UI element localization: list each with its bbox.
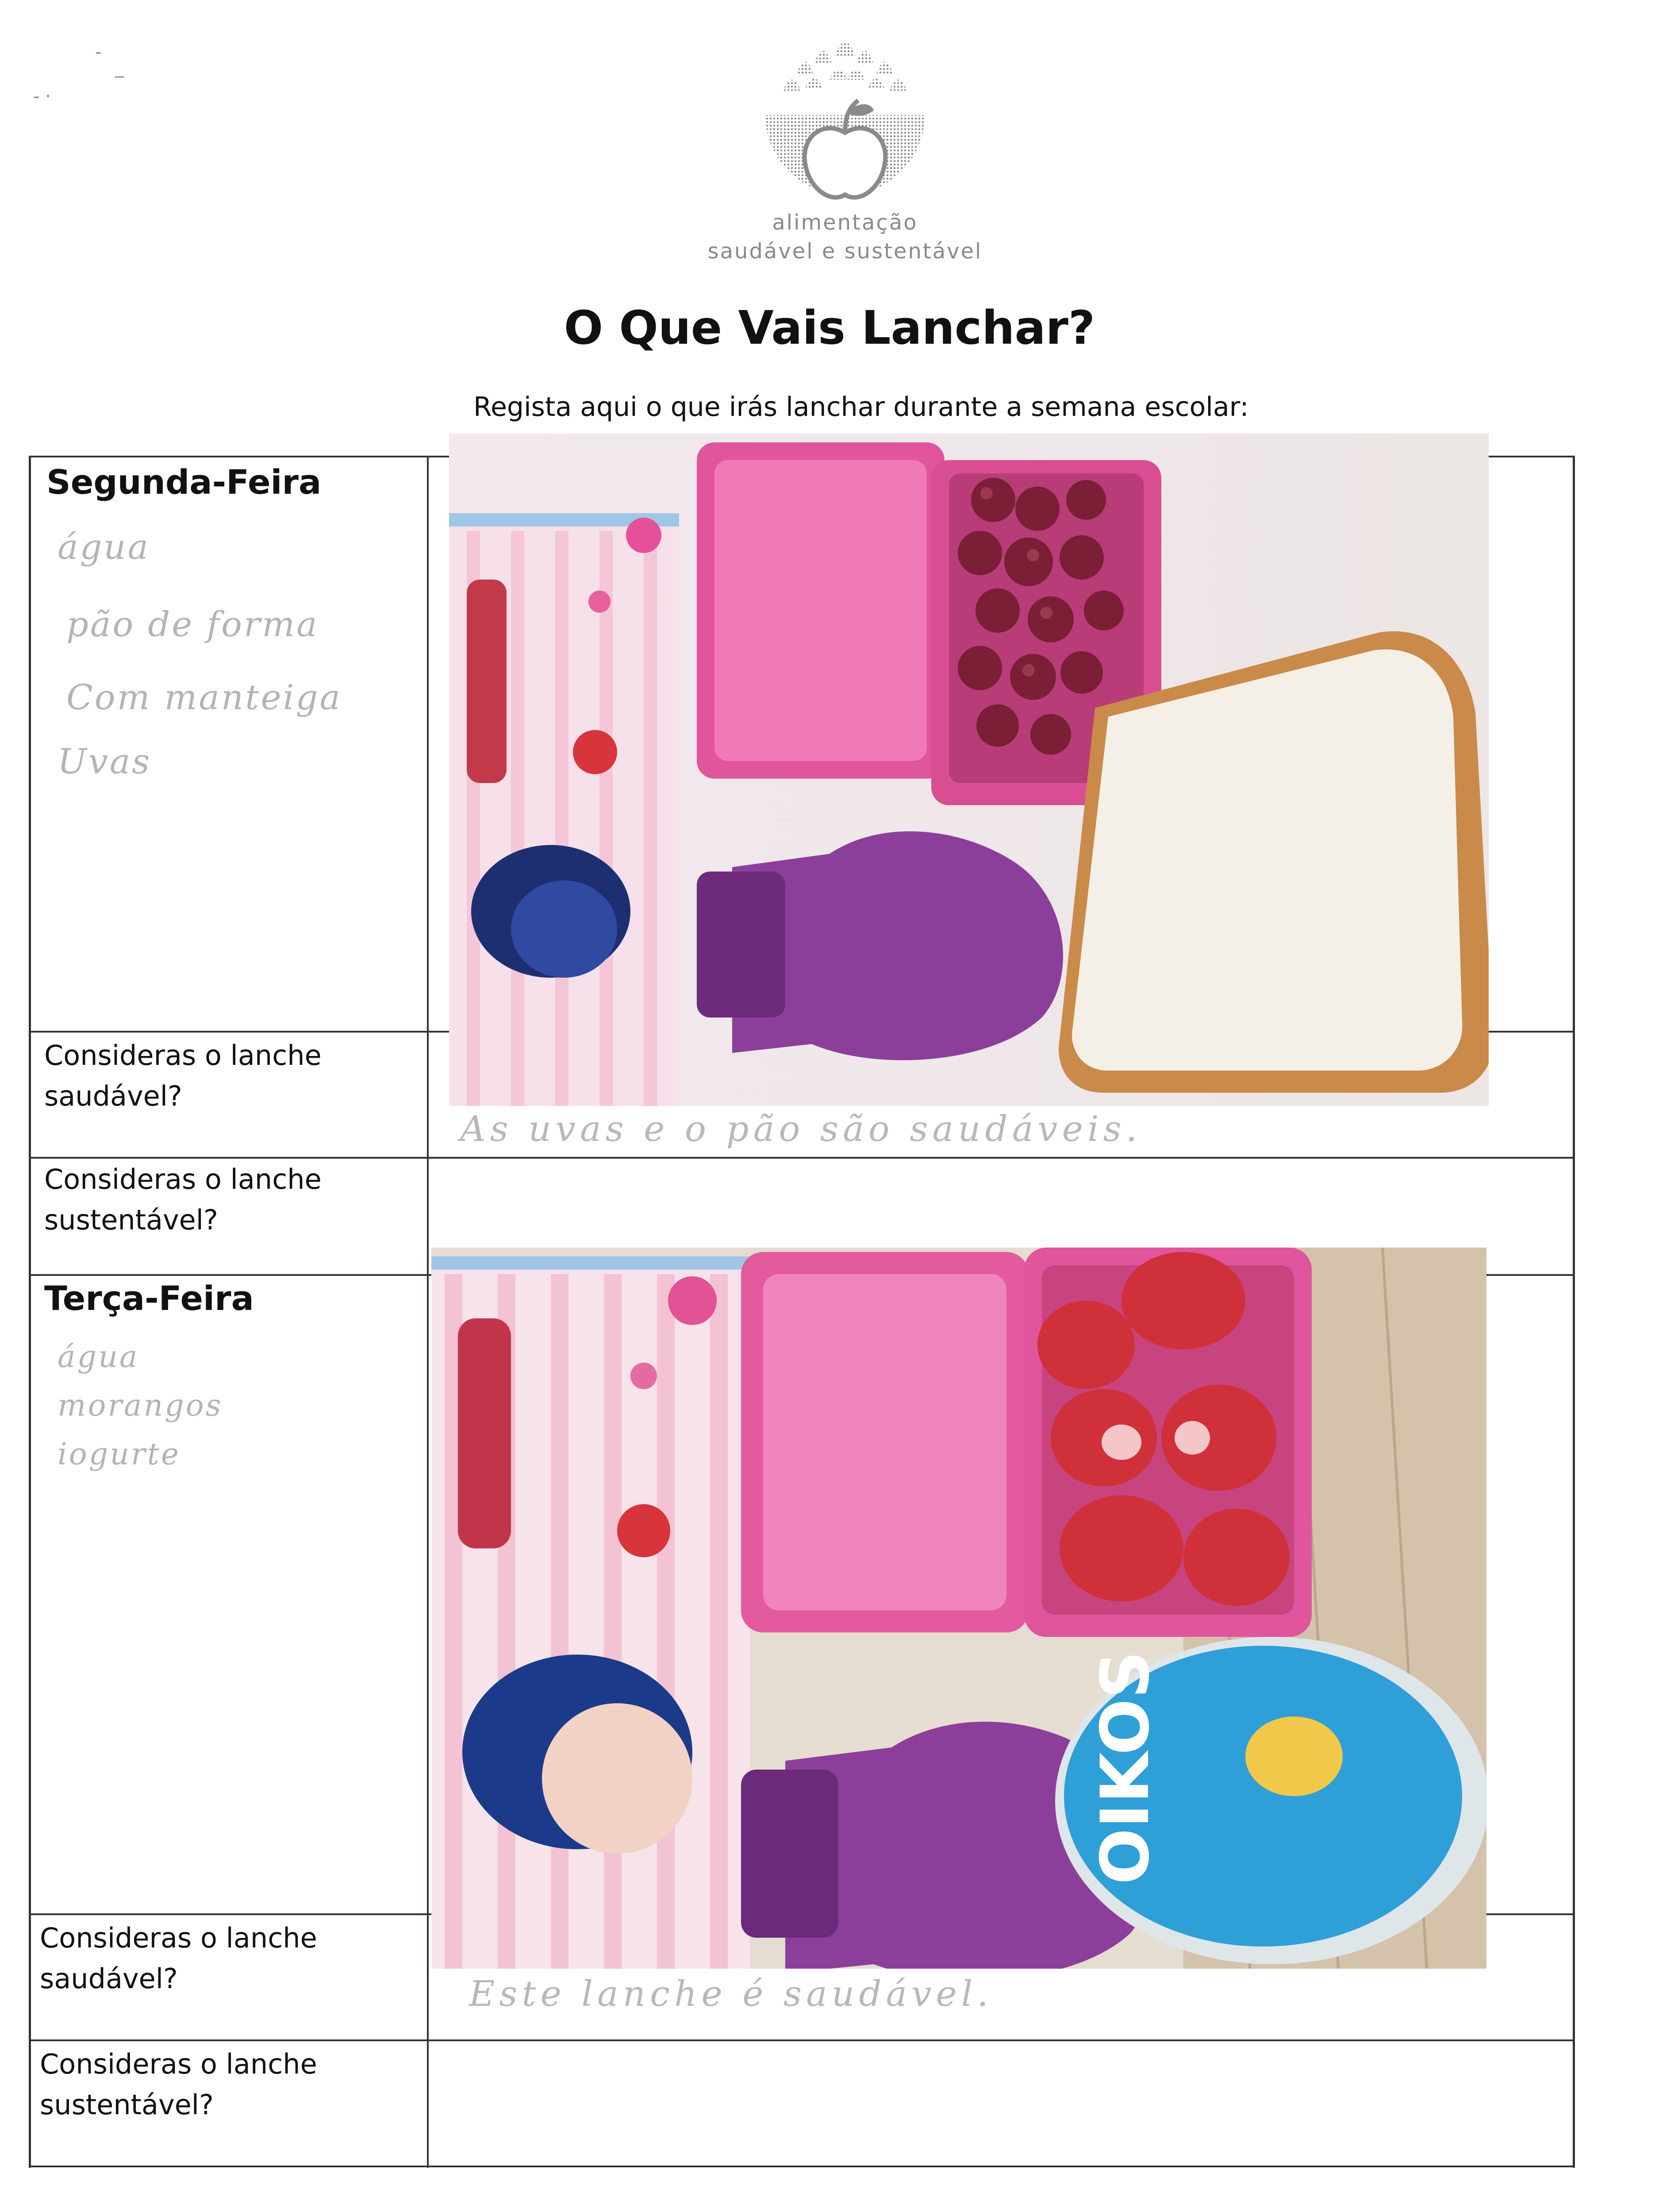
snack-photo-monday [449, 434, 1489, 1106]
handwritten-item: Com manteiga [66, 678, 342, 718]
table-border-right [1573, 456, 1575, 2168]
day-label-monday: Segunda-Feira [46, 462, 322, 502]
table-border-left [29, 456, 31, 2168]
day-label-tuesday: Terça-Feira [44, 1279, 254, 1318]
logo-text-line2: saudável e sustentável [707, 239, 983, 264]
handwritten-item: iogurte [58, 1437, 181, 1472]
table-column-divider [427, 456, 429, 2168]
handwritten-item: água [58, 527, 150, 567]
handwritten-item: água [58, 1340, 139, 1375]
instructions: Regista aqui o que irás lanchar durante a semana escolar: [473, 392, 1249, 422]
apple-tree-icon [748, 18, 942, 212]
page-title: O Que Vais Lanchar? [564, 301, 1095, 355]
scan-artifact: - [95, 42, 102, 62]
scan-artifact: _ [115, 58, 124, 78]
lunchbox-strawberries-yogurt-photo-icon [431, 1248, 1486, 1969]
handwritten-item: morangos [58, 1388, 223, 1423]
logo-text-line1: alimentação [772, 210, 918, 235]
snack-photo-tuesday [431, 1248, 1486, 1969]
question-sustainable-tuesday: Consideras o lanche sustentável? [40, 2048, 317, 2121]
logo [748, 18, 942, 212]
answer-healthy-tuesday: Este lanche é saudável. [469, 1973, 993, 2014]
question-healthy-tuesday: Consideras o lanche saudável? [40, 1922, 317, 1995]
question-sustainable-monday: Consideras o lanche sustentável? [44, 1163, 322, 1236]
yogurt-brand-label: OIKOS [1087, 1651, 1164, 1885]
answer-healthy-monday: As uvas e o pão são saudáveis. [460, 1108, 1142, 1149]
scan-artifact: ‐ · [33, 86, 51, 107]
question-healthy-monday: Consideras o lanche saudável? [44, 1039, 322, 1112]
lunchbox-grapes-bread-photo-icon [449, 434, 1489, 1106]
table-row-line [29, 1157, 1575, 1159]
handwritten-item: pão de forma [66, 605, 319, 645]
table-border-bottom [29, 2166, 1575, 2167]
table-row-line [29, 2039, 1575, 2041]
handwritten-item: Uvas [58, 742, 152, 782]
